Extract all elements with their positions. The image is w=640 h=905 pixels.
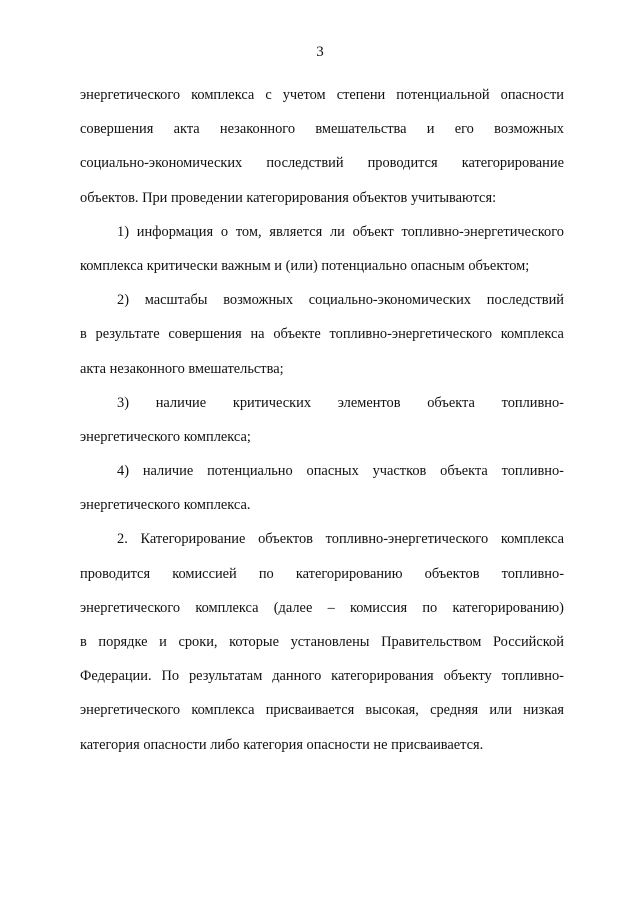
word: комплекса (500, 531, 564, 548)
word: является (269, 223, 323, 240)
word: опасности (500, 87, 564, 103)
document-body (80, 78, 564, 762)
word: вмешательства (315, 121, 407, 138)
word: которые (229, 634, 279, 650)
word: критических (232, 394, 312, 411)
word: категорирования (331, 668, 434, 685)
word: его (454, 121, 474, 138)
word: элементов (337, 394, 401, 411)
word: по (258, 565, 274, 582)
word: объекте (273, 326, 321, 343)
word: наличие (155, 394, 207, 411)
list-item-2-line (80, 283, 564, 317)
word: Российской (493, 634, 564, 650)
word: средняя (430, 702, 479, 719)
word: совершения (168, 326, 242, 343)
word: социально-экономических (308, 292, 472, 309)
word: социально-экономических (80, 155, 243, 172)
word: энергетического (80, 87, 181, 103)
word: 3) (117, 394, 129, 411)
word: Федерации. (80, 668, 152, 685)
word: топливно-энергетического (329, 326, 493, 343)
list-item-3-line (80, 386, 564, 420)
paragraph-2-line (80, 522, 564, 556)
list-item-1-line (80, 215, 564, 249)
word: присваивается (265, 702, 355, 719)
word: топливно- (501, 463, 564, 480)
word: комплекса (191, 87, 255, 103)
word: акта (173, 121, 200, 138)
word: топливно- (501, 668, 564, 685)
word: в (80, 634, 87, 650)
word: потенциальной (396, 87, 490, 103)
word: потенциально (207, 463, 293, 480)
word: том, (235, 223, 262, 240)
word: комплекса (195, 599, 259, 616)
word: в (80, 326, 87, 343)
word: или (489, 702, 512, 719)
word: совершения (80, 121, 154, 138)
word: категорированию (295, 565, 403, 582)
word: данного (272, 668, 322, 685)
word: последствий (486, 292, 564, 309)
list-item-4-line: энергетического комплекса. (80, 497, 251, 514)
word: объекту (443, 668, 492, 685)
word: категорированию) (452, 599, 564, 616)
word: энергетического (80, 599, 181, 616)
word: и (426, 121, 435, 138)
word: на (250, 326, 265, 343)
word: наличие (142, 463, 194, 480)
list-item-4-line (80, 454, 564, 488)
word: объекта (440, 463, 488, 480)
word: топливно- (501, 565, 564, 582)
word: комплекса (191, 702, 255, 719)
word: комиссией (172, 565, 237, 582)
word: информация (136, 223, 214, 240)
word: комплекса (500, 326, 564, 343)
word: с (265, 87, 272, 103)
paragraph-2-line (80, 625, 564, 659)
word: результатам (188, 668, 263, 685)
page-number: 3 (316, 44, 324, 60)
paragraph-2-line (80, 659, 564, 693)
word: топливно- (501, 394, 564, 411)
word: возможных (223, 292, 294, 309)
word: объектов (258, 531, 313, 548)
word: топливно-энергетического (325, 531, 489, 548)
word: 1) (117, 223, 129, 240)
word: сроки, (178, 634, 218, 650)
text-line (80, 78, 564, 112)
word: высокая, (365, 702, 419, 719)
list-item-2-line (80, 317, 564, 351)
word: степени (336, 87, 386, 103)
word: 4) (117, 463, 129, 480)
text-line (80, 146, 564, 180)
text-line: объектов. При проведении категорирования объектов учитываются: (80, 189, 497, 206)
word: Правительством (381, 634, 482, 650)
word: (далее (273, 599, 313, 616)
word: учетом (282, 87, 326, 103)
list-item-2-line: акта незаконного вмешательства; (80, 360, 284, 377)
word: незаконного (219, 121, 296, 138)
word: категорирование (461, 155, 564, 172)
word: проводится (367, 155, 438, 172)
word: 2) (117, 292, 129, 309)
word: низкая (523, 702, 564, 719)
word: о (220, 223, 229, 240)
word: ли (329, 223, 345, 240)
word: По (161, 668, 180, 685)
word: и (159, 634, 167, 650)
word: топливно-энергетического (401, 223, 564, 240)
word: комиссия (350, 599, 408, 616)
word: проводится (80, 565, 151, 582)
word: последствий (266, 155, 344, 172)
word: возможных (494, 121, 564, 138)
text-line (80, 112, 564, 146)
paragraph-2-line: категория опасности либо категория опасности не присваивается. (80, 736, 484, 753)
word: 2. (117, 531, 128, 548)
word: энергетического (80, 702, 181, 719)
word: объектов (424, 565, 480, 582)
list-item-1-line: комплекса критически важным и (или) потенциально опасным объектом; (80, 257, 530, 274)
paragraph-2-line (80, 557, 564, 591)
word: объект (352, 223, 394, 240)
list-item-3-line: энергетического комплекса; (80, 428, 251, 445)
word: порядке (98, 634, 148, 650)
word: результате (95, 326, 160, 343)
paragraph-2-line (80, 693, 564, 727)
word: объекта (427, 394, 475, 411)
word: установлены (290, 634, 370, 650)
paragraph-2-line (80, 591, 564, 625)
word: масштабы (144, 292, 208, 309)
word: участков (372, 463, 427, 480)
word: – (327, 599, 335, 616)
word: Категорирование (140, 531, 246, 548)
word: по (422, 599, 438, 616)
word: опасных (306, 463, 359, 480)
